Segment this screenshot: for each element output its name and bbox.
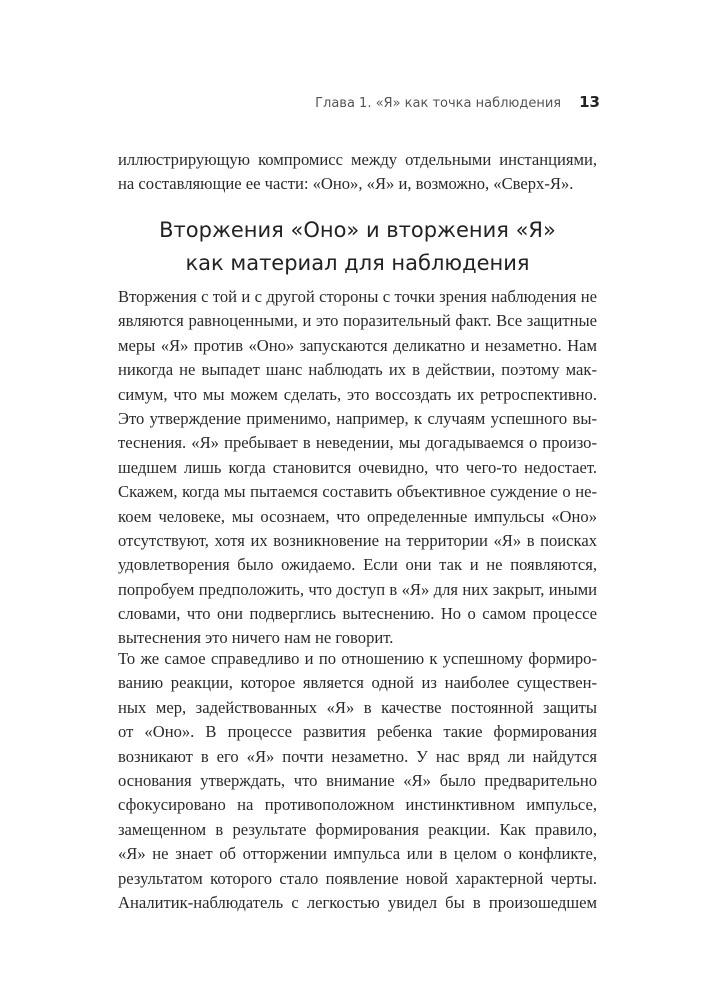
paragraph-2: [118, 647, 597, 915]
text-line: вытеснения это ничего нам не говорит.: [118, 628, 394, 648]
page-number: 13: [579, 93, 600, 111]
text-line: ных мер, задействованных «Я» в качестве постоянной защиты: [118, 697, 597, 717]
text-line: никогда не выпадет шанс наблюдать их в действии, поэтому мак-: [118, 360, 597, 380]
text-line: «Я» не знает об отторжении импульса или в целом о конфликте,: [118, 844, 597, 864]
text-line: являются равноценными, и это поразительный факт. Все защитные: [118, 311, 597, 331]
paragraph-1: [118, 285, 597, 651]
text-line: отсутствуют, хотя их возникновение на территории «Я» в поисках: [118, 530, 597, 550]
text-line: меры «Я» против «Оно» запускаются деликатно и незаметно. Нам: [118, 335, 597, 355]
heading-line: Вторжения «Оно» и вторжения «Я»: [159, 218, 556, 242]
text-line: симум, что мы можем сделать, это воссоздать их ретроспективно.: [118, 384, 597, 404]
text-line: Вторжения с той и с другой стороны с точки зрения наблюдения не: [118, 287, 597, 306]
text-line: замещенном в результате формирования реакции. Как правило,: [118, 819, 597, 839]
text-line: ванию реакции, которое является одной из наиболее существен-: [118, 673, 597, 693]
text-line: Аналитик-наблюдатель с легкостью увидел бы в произошедшем: [118, 892, 597, 912]
text-line: от «Оно». В процессе развития ребенка такие формирования: [118, 722, 597, 742]
text-line: Скажем, когда мы пытаемся составить объективное суждение о не-: [118, 482, 597, 502]
text-line: основания утверждать, что внимание «Я» было предварительно: [118, 770, 597, 790]
text-line: возникают в его «Я» почти незаметно. У нас вряд ли найдутся: [118, 746, 597, 766]
text-line: словами, что они подверглись вытеснению. Но о самом процессе: [118, 604, 597, 624]
text-line: удовлетворения было ожидаемо. Если они так и не появляются,: [118, 555, 597, 575]
text-line: попробуем предположить, что доступ в «Я» для них закрыт, иными: [118, 579, 597, 599]
text-line: Это утверждение применимо, например, к случаям успешного вы-: [118, 408, 597, 428]
text-line: на составляющие ее части: «Оно», «Я» и, возможно, «Сверх-Я».: [118, 174, 574, 194]
running-header: [315, 93, 600, 111]
text-line: сфокусировано на противоположном инстинктивном импульсе,: [118, 795, 597, 815]
heading-line: как материал для наблюдения: [185, 251, 530, 275]
text-line: коем человеке, мы осознаем, что определенные импульсы «Оно»: [118, 506, 597, 526]
text-line: теснения. «Я» пребывает в неведении, мы догадываемся о произо-: [118, 433, 597, 453]
text-line: То же самое справедливо и по отношению к успешному формиро-: [118, 649, 597, 668]
text-line: шедшем лишь когда становится очевидно, что чего-то недостает.: [118, 457, 597, 477]
running-title: Глава 1. «Я» как точка наблюдения: [315, 96, 562, 111]
section-heading: [118, 214, 597, 280]
intro-paragraph: [118, 148, 597, 197]
text-line: иллюстрирующую компромисс между отдельными инстанциями,: [118, 150, 597, 169]
text-line: результатом которого стало появление новой характерной черты.: [118, 868, 597, 888]
